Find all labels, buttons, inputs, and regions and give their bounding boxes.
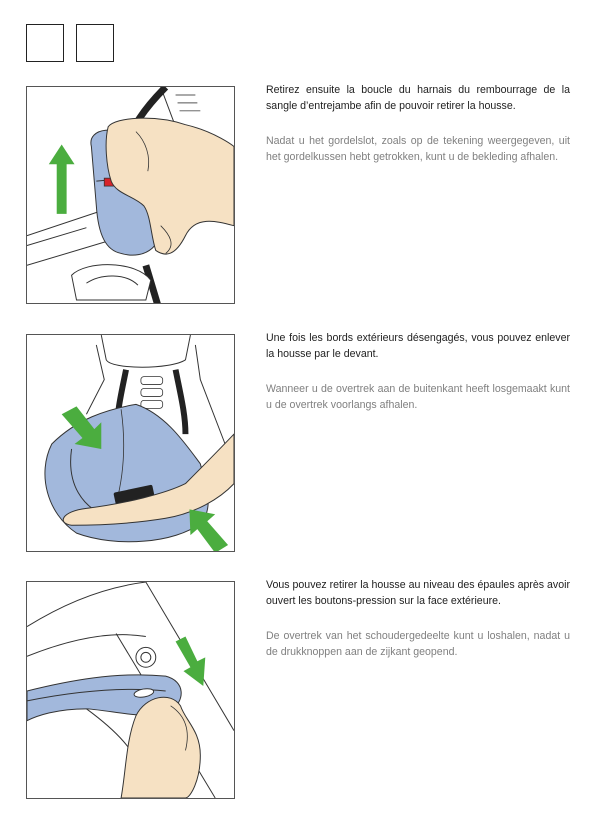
empty-box-1 (26, 24, 64, 62)
step-1-illustration (26, 86, 235, 304)
step-1-french: Retirez ensuite la boucle du harnais du rembourrage de la sangle d’entrejambe afin de pouvoir retirer la housse. (266, 84, 570, 112)
empty-box-2 (76, 24, 114, 62)
step-2-drawing (27, 335, 234, 551)
step-3-drawing (27, 582, 234, 798)
arrow-up-icon (49, 144, 75, 213)
step-2-french: Une fois les bords extérieurs désengagés, vous pouvez enlever la housse par le devant. (266, 332, 570, 360)
step-3-french: Vous pouvez retirer la housse au niveau des épaules après avoir ouvert les boutons-pression sur la face extérieure. (266, 579, 570, 607)
step-1-drawing (27, 87, 234, 303)
arrow-up-left-icon (189, 509, 228, 551)
arrow-down-icon (176, 637, 206, 687)
step-2-illustration (26, 334, 235, 552)
step-2-dutch: Wanneer u de overtrek aan de buitenkant heeft losgemaakt kunt u de overtrek voorlangs afhalen. (266, 383, 570, 411)
step-1-text (266, 83, 570, 165)
step-1-dutch: Nadat u het gordelslot, zoals op de tekening weergegeven, uit het gordelkussen hebt getrokken, kunt u de bekleding afhalen. (266, 135, 570, 163)
step-3-dutch: De overtrek van het schoudergedeelte kunt u loshalen, nadat u de drukknoppen aan de zijkant geopend. (266, 630, 570, 658)
step-3-illustration (26, 581, 235, 799)
step-3-text (266, 578, 570, 660)
step-2-text (266, 331, 570, 413)
